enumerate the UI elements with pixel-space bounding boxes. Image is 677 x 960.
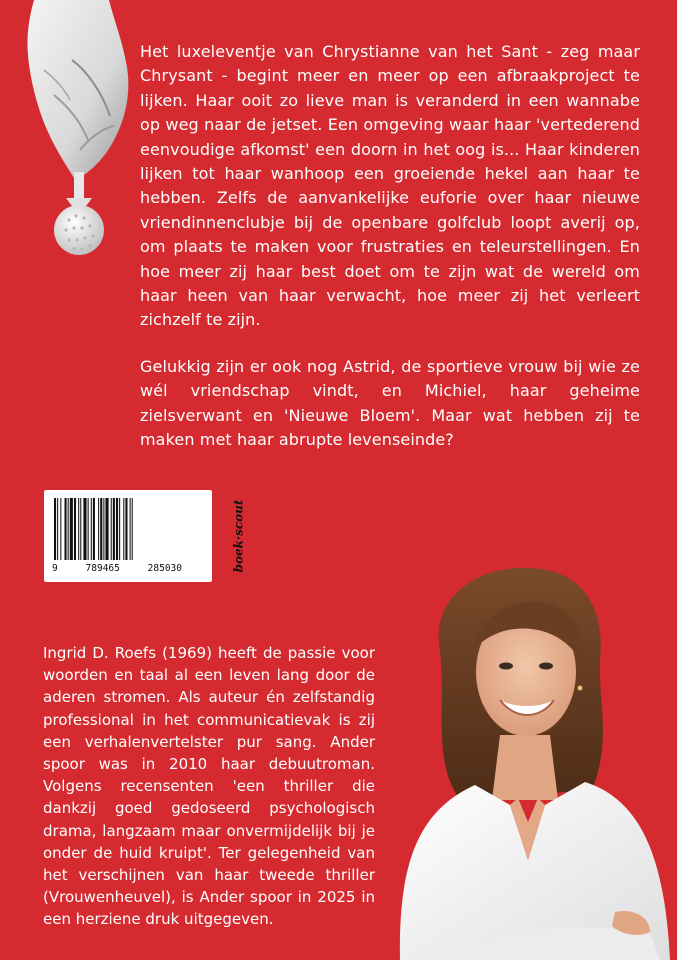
isbn-barcode-block	[44, 490, 246, 582]
barcode-bars	[52, 498, 182, 560]
publisher-logo	[228, 494, 248, 578]
golf-glove-illustration	[14, 0, 139, 270]
back-cover-blurb	[140, 40, 640, 475]
barcode-digits-left: 789465	[85, 562, 120, 574]
publisher-name: boek·scout	[231, 499, 246, 573]
author-portrait	[380, 560, 677, 960]
barcode-digits-right: 285030	[147, 562, 182, 574]
barcode-digit-first: 9	[52, 562, 58, 574]
barcode-number	[52, 560, 182, 576]
author-bio: Ingrid D. Roefs (1969) heeft de passie voor woorden en taal al een leven lang door de aderen stromen. Als auteur én zelfstandig professional in het communicatievak is zij een verhalenvertelster pur sang. Ander spoor was in 2010 haar debuutroman. Volgens recensenten 'een thriller die dankzij goed gedoseerd psychologisch drama, langzaam maar onvermijdelijk bij je onder de huid kruipt'. Ter gelegenheid van het verschijnen van haar tweede thriller (Vrouwenheuvel), is Ander spoor in 2025 in een herziene druk uitgegeven.	[43, 644, 375, 929]
blurb-paragraph-2: Gelukkig zijn er ook nog Astrid, de sportieve vrouw bij wie ze wél vriendschap vindt, en Michiel, haar geheime zielsverwant en 'Nieuwe Bloem'. Maar wat hebben zij te maken met haar abrupte levenseinde?	[140, 356, 640, 450]
blurb-paragraph-1: Het luxeleventje van Chrystianne van het Sant - zeg maar Chrysant - begint meer en meer op een afbraakproject te lijken. Haar ooit zo lieve man is veranderd in een wannabe op weg naar de jetset. Een omgeving waar haar 'vertederend eenvoudige afkomst' een doorn in het oog is... Haar kinderen lijken tot haar wanhoop een groeiende hekel aan haar te hebben. Zelfs de aanvankelijke euforie over haar nieuwe vriendinnenclubje bij de openbare golfclub loopt averij op, om plaats te maken voor frustraties en teleurstellingen. En hoe meer zij haar best doet om te zijn wat de wereld om haar heen van haar verwacht, hoe meer zij het verleert zichzelf te zijn.	[140, 42, 640, 330]
